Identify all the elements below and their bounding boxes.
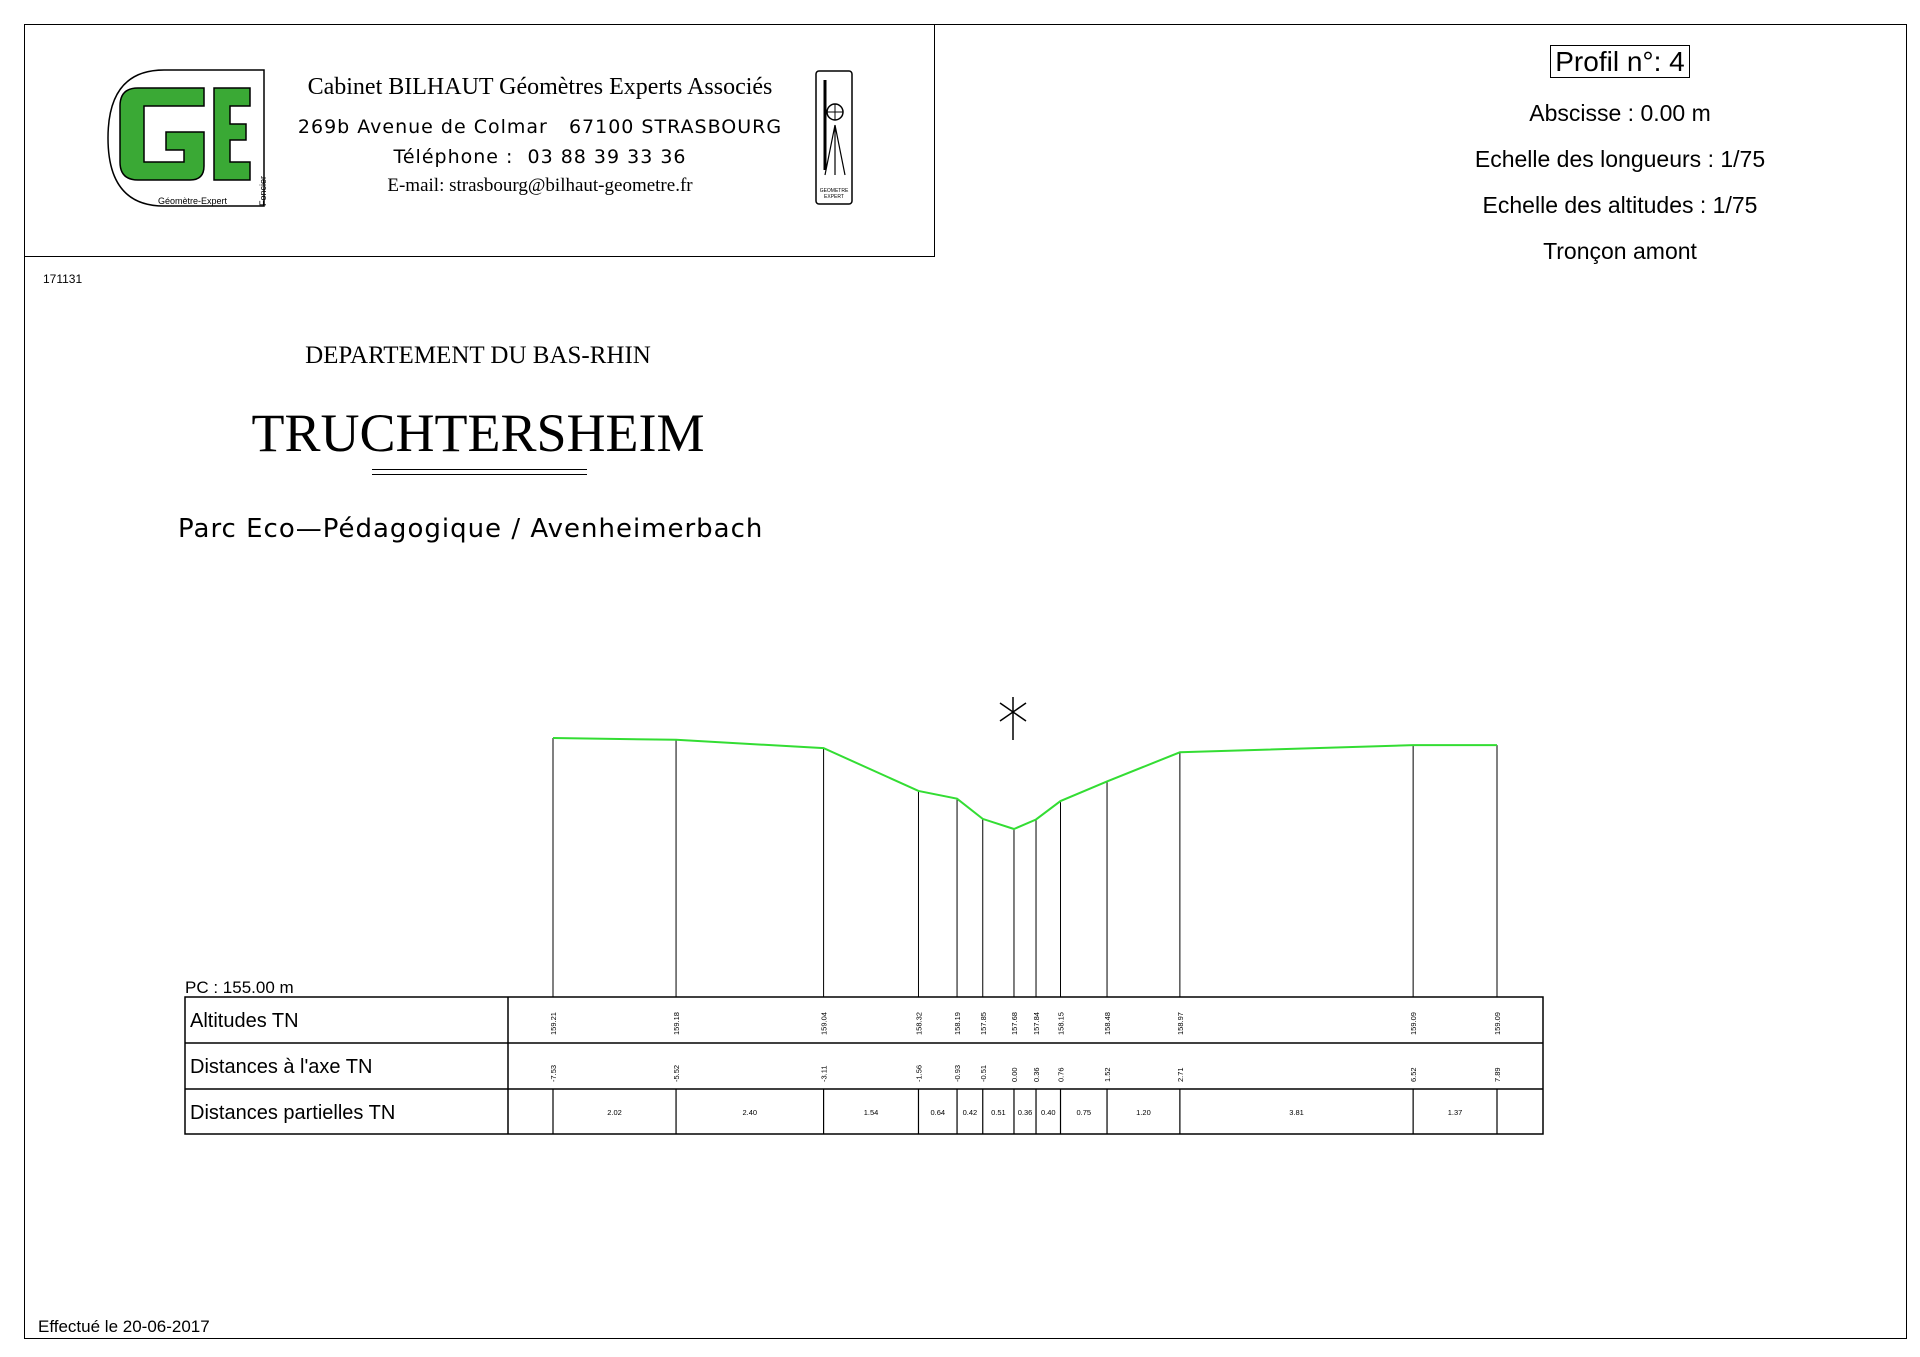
row-label-axis-distances: Distances à l'axe TN [190, 1056, 373, 1078]
partial-distance-label: 0.64 [930, 1108, 946, 1117]
footer-date: Effectué le 20-06-2017 [38, 1317, 210, 1336]
reference-plane: PC : 155.00 m [185, 978, 294, 997]
axis-distance-label: 7.89 [1493, 1067, 1502, 1082]
partial-distance-label: 0.42 [962, 1108, 978, 1117]
profile-scale-altitudes: Echelle des altitudes : 1/75 [1482, 192, 1758, 218]
altitude-label: 159.18 [672, 1012, 682, 1035]
partial-distance-label: 1.37 [1447, 1108, 1463, 1117]
axis-distance-label: 2.71 [1175, 1067, 1185, 1082]
logo-side-caption: Foncier [258, 175, 268, 206]
altitude-label: 159.09 [1493, 1012, 1502, 1035]
axis-distance-label: -7.53 [549, 1064, 558, 1082]
axis-distance-label: -0.93 [953, 1064, 963, 1082]
partial-distance-label: 3.81 [1289, 1108, 1304, 1117]
axis-distance-label: -0.51 [978, 1064, 988, 1082]
project-name: Parc Eco—Pédagogique / Avenheimerbach [178, 514, 764, 544]
altitude-label: 158.97 [1175, 1012, 1185, 1035]
axis-distance-label: 0.76 [1056, 1067, 1066, 1082]
axis-distance-label: -5.52 [672, 1064, 682, 1082]
partial-distance-label: 0.75 [1076, 1108, 1092, 1117]
profile-abscisse: Abscisse : 0.00 m [1529, 100, 1711, 126]
company-name: Cabinet BILHAUT Géomètres Experts Associés [307, 74, 773, 100]
partial-distance-label: 2.02 [607, 1108, 622, 1117]
altitude-label: 158.32 [914, 1012, 924, 1035]
department: DEPARTEMENT DU BAS-RHIN [305, 342, 651, 369]
axis-distance-label: -1.56 [914, 1064, 924, 1082]
axis-distance-label: 1.52 [1103, 1067, 1113, 1082]
partial-distance-label: 0.40 [1040, 1108, 1056, 1117]
row-label-altitudes: Altitudes TN [190, 1010, 299, 1032]
altitude-label: 158.19 [953, 1012, 963, 1035]
altitude-label: 158.15 [1056, 1012, 1066, 1035]
company-address: 269b Avenue de Colmar 67100 STRASBOURG [297, 116, 783, 138]
company-phone: Téléphone : 03 88 39 33 36 [393, 146, 687, 168]
altitude-label: 157.68 [1009, 1012, 1019, 1035]
seal-caption: GEOMETRE EXPERT [819, 188, 849, 200]
axis-distance-label: -3.11 [819, 1065, 829, 1082]
logo-caption: Géomètre-Expert [158, 196, 228, 206]
row-label-partial-distances: Distances partielles TN [190, 1102, 396, 1124]
altitude-label: 159.09 [1409, 1012, 1419, 1035]
profile-title: Profil n°: 4 [1550, 45, 1689, 78]
partial-distance-label: 0.36 [1017, 1108, 1033, 1117]
partial-distance-label: 1.54 [863, 1108, 879, 1117]
terrain-line [553, 738, 1497, 829]
partial-distance-label: 0.51 [991, 1108, 1006, 1117]
axis-distance-label: 0.36 [1032, 1067, 1042, 1082]
axis-distance-label: 6.52 [1409, 1067, 1419, 1082]
altitude-label: 158.48 [1103, 1012, 1113, 1035]
altitude-label: 159.21 [549, 1012, 558, 1035]
company-email: E-mail: strasbourg@bilhaut-geometre.fr [387, 175, 693, 196]
partial-distance-label: 1.20 [1136, 1108, 1151, 1117]
town: TRUCHTERSHEIM [251, 403, 705, 463]
profile-scale-lengths: Echelle des longueurs : 1/75 [1474, 146, 1766, 172]
partial-distance-label: 2.40 [742, 1108, 758, 1117]
reference-number: 171131 [43, 272, 83, 286]
altitude-label: 157.85 [978, 1012, 988, 1035]
altitude-label: 157.84 [1032, 1012, 1042, 1035]
axis-marker-icon [1000, 697, 1026, 740]
altitude-label: 159.04 [819, 1012, 829, 1035]
profile-section: Tronçon amont [1543, 238, 1697, 264]
axis-distance-label: 0.00 [1009, 1067, 1019, 1082]
